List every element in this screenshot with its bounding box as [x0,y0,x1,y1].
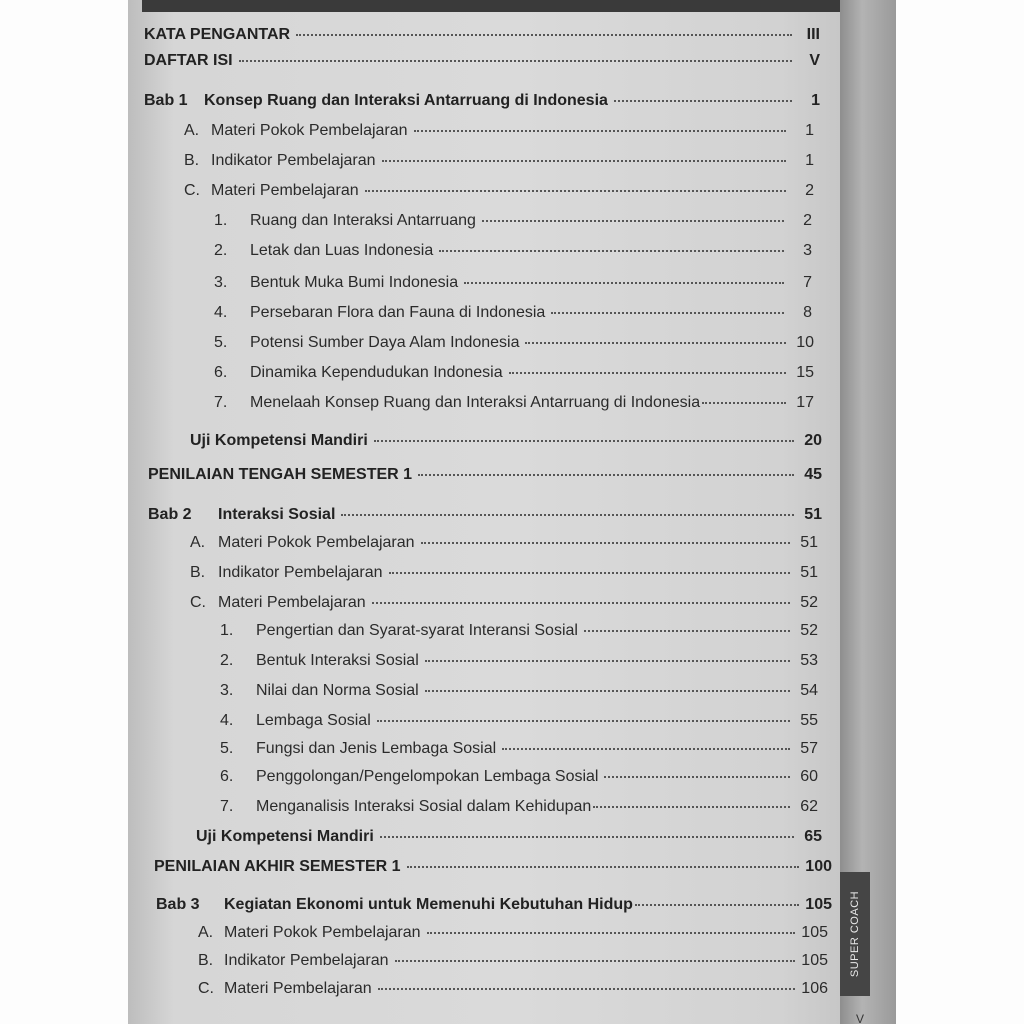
item-number: 4. [220,712,234,729]
dot-leader [635,904,799,906]
dot-leader [551,312,784,314]
section-label: Materi Pokok Pembelajaran [224,924,421,941]
dot-leader [382,160,786,162]
toc-uji-kompetensi-bab1 [190,432,822,450]
toc-section-bab3-b [198,952,828,970]
entry-page: 52 [800,594,818,611]
entry-page: III [806,26,820,43]
top-border-band [142,0,842,12]
document-page [128,0,896,1024]
toc-item-bab2-5 [220,740,818,758]
dot-leader [414,130,786,132]
item-label: Lembaga Sosial [256,712,371,729]
entry-page: 54 [800,682,818,699]
dot-leader [341,514,794,516]
toc-section-bab1-c [184,182,814,200]
entry-page: 62 [800,798,818,815]
section-label: Indikator Pembelajaran [211,152,376,169]
toc-chapter-bab-1 [144,92,820,110]
toc-section-bab3-c [198,980,828,998]
dot-leader [439,250,784,252]
side-tab [840,872,870,996]
item-label: Menelaah Konsep Ruang dan Interaksi Antarruang di Indonesia [250,394,701,411]
toc-item-bab2-7 [220,798,818,816]
toc-item-bab2-2 [220,652,818,670]
entry-page: 3 [803,242,812,259]
section-prefix: A. [184,122,200,139]
dot-leader [425,690,790,692]
chapter-title: Konsep Ruang dan Interaksi Antarruang di Indonesia [204,92,608,109]
entry-page: 2 [803,212,812,229]
item-number: 1. [214,212,228,229]
entry-page: 57 [800,740,818,757]
item-label: Bentuk Interaksi Sosial [256,652,419,669]
dot-leader [427,932,796,934]
entry-label: KATA PENGANTAR [144,26,291,43]
dot-leader [604,776,790,778]
chapter-prefix: Bab 1 [144,92,188,109]
entry-page: 60 [800,768,818,785]
entry-label: PENILAIAN AKHIR SEMESTER 1 [154,858,401,875]
entry-page: 45 [804,466,822,483]
entry-label: DAFTAR ISI [144,52,233,69]
entry-page: 106 [801,980,828,997]
item-label: Nilai dan Norma Sosial [256,682,419,699]
dot-leader [425,660,790,662]
toc-chapter-bab-2 [148,506,822,524]
dot-leader [421,542,790,544]
entry-label: Uji Kompetensi Mandiri [190,432,368,449]
toc-item-bab1-2 [214,242,812,260]
background-right [896,0,1024,1024]
chapter-title: Interaksi Sosial [218,506,336,523]
item-label: Pengertian dan Syarat-syarat Interansi Sosial [256,622,578,639]
dot-leader [482,220,784,222]
entry-page: 55 [800,712,818,729]
section-label: Materi Pembelajaran [211,182,359,199]
item-number: 5. [220,740,234,757]
item-label: Penggolongan/Pengelompokan Lembaga Sosial [256,768,599,785]
item-number: 2. [214,242,228,259]
section-prefix: C. [198,980,214,997]
toc-section-bab2-a [190,534,818,552]
section-label: Materi Pokok Pembelajaran [218,534,415,551]
section-prefix: A. [198,924,214,941]
section-label: Materi Pembelajaran [218,594,366,611]
dot-leader [502,748,790,750]
entry-label: Uji Kompetensi Mandiri [196,828,374,845]
dot-leader [584,630,790,632]
entry-page: 105 [805,896,832,913]
toc-chapter-bab-3 [156,896,832,914]
toc-item-bab2-1 [220,622,818,640]
toc-item-bab1-6 [214,364,814,382]
item-number: 1. [220,622,234,639]
toc-item-bab2-3 [220,682,818,700]
toc-entry-pts [148,466,822,484]
chapter-prefix: Bab 3 [156,896,200,913]
section-prefix: B. [198,952,214,969]
section-label: Materi Pokok Pembelajaran [211,122,408,139]
entry-page: V [809,52,820,69]
side-tab-text: SUPER COACH [849,890,861,978]
item-number: 3. [220,682,234,699]
dot-leader [389,572,790,574]
toc-section-bab1-b [184,152,814,170]
entry-page: 8 [803,304,812,321]
page-footer-number: V [856,1012,865,1024]
dot-leader [525,342,786,344]
item-number: 7. [214,394,228,411]
toc-section-bab2-c [190,594,818,612]
toc-section-bab2-b [190,564,818,582]
item-label: Fungsi dan Jenis Lembaga Sosial [256,740,497,757]
toc-entry-kata-pengantar [144,26,820,44]
toc-uji-kompetensi-bab2 [196,828,822,846]
entry-page: 1 [811,92,820,109]
toc-section-bab1-a [184,122,814,140]
item-number: 5. [214,334,228,351]
item-label: Potensi Sumber Daya Alam Indonesia [250,334,520,351]
section-label: Indikator Pembelajaran [224,952,389,969]
item-number: 4. [214,304,228,321]
item-number: 6. [220,768,234,785]
item-label: Dinamika Kependudukan Indonesia [250,364,503,381]
entry-page: 51 [800,564,818,581]
section-prefix: B. [190,564,206,581]
item-number: 2. [220,652,234,669]
toc-item-bab1-5 [214,334,814,352]
entry-page: 17 [796,394,814,411]
entry-label: PENILAIAN TENGAH SEMESTER 1 [148,466,413,483]
entry-page: 52 [800,622,818,639]
dot-leader [296,34,792,36]
chapter-prefix: Bab 2 [148,506,192,523]
entry-page: 65 [804,828,822,845]
dot-leader [593,806,790,808]
page-edge-shadow [840,0,896,1024]
entry-page: 105 [801,952,828,969]
dot-leader [239,60,792,62]
chapter-title: Kegiatan Ekonomi untuk Memenuhi Kebutuhan Hidup [224,896,633,913]
entry-page: 7 [803,274,812,291]
entry-page: 20 [804,432,822,449]
toc-item-bab1-3 [214,274,812,292]
item-number: 6. [214,364,228,381]
toc-item-bab2-4 [220,712,818,730]
dot-leader [365,190,786,192]
item-label: Menganalisis Interaksi Sosial dalam Kehidupan [256,798,592,815]
item-label: Bentuk Muka Bumi Indonesia [250,274,459,291]
item-label: Letak dan Luas Indonesia [250,242,434,259]
toc-section-bab3-a [198,924,828,942]
section-label: Indikator Pembelajaran [218,564,383,581]
section-label: Materi Pembelajaran [224,980,372,997]
dot-leader [380,836,794,838]
entry-page: 100 [805,858,832,875]
item-label: Persebaran Flora dan Fauna di Indonesia [250,304,546,321]
dot-leader [377,720,790,722]
entry-page: 1 [805,152,814,169]
item-number: 3. [214,274,228,291]
toc-item-bab1-7 [214,394,814,412]
entry-page: 105 [801,924,828,941]
dot-leader [374,440,794,442]
dot-leader [372,602,790,604]
dot-leader [509,372,786,374]
toc-entry-pas [154,858,832,876]
entry-page: 53 [800,652,818,669]
entry-page: 1 [805,122,814,139]
item-label: Ruang dan Interaksi Antarruang [250,212,476,229]
dot-leader [614,100,792,102]
dot-leader [464,282,784,284]
background-left [0,0,128,1024]
dot-leader [418,474,794,476]
section-prefix: C. [184,182,200,199]
entry-page: 15 [796,364,814,381]
dot-leader [378,988,796,990]
toc-item-bab2-6 [220,768,818,786]
section-prefix: A. [190,534,206,551]
entry-page: 2 [805,182,814,199]
item-number: 7. [220,798,234,815]
dot-leader [395,960,796,962]
toc-item-bab1-4 [214,304,812,322]
dot-leader [702,402,786,404]
entry-page: 10 [796,334,814,351]
toc-item-bab1-1 [214,212,812,230]
toc-entry-daftar-isi [144,52,820,70]
section-prefix: C. [190,594,206,611]
dot-leader [407,866,800,868]
section-prefix: B. [184,152,200,169]
entry-page: 51 [804,506,822,523]
entry-page: 51 [800,534,818,551]
